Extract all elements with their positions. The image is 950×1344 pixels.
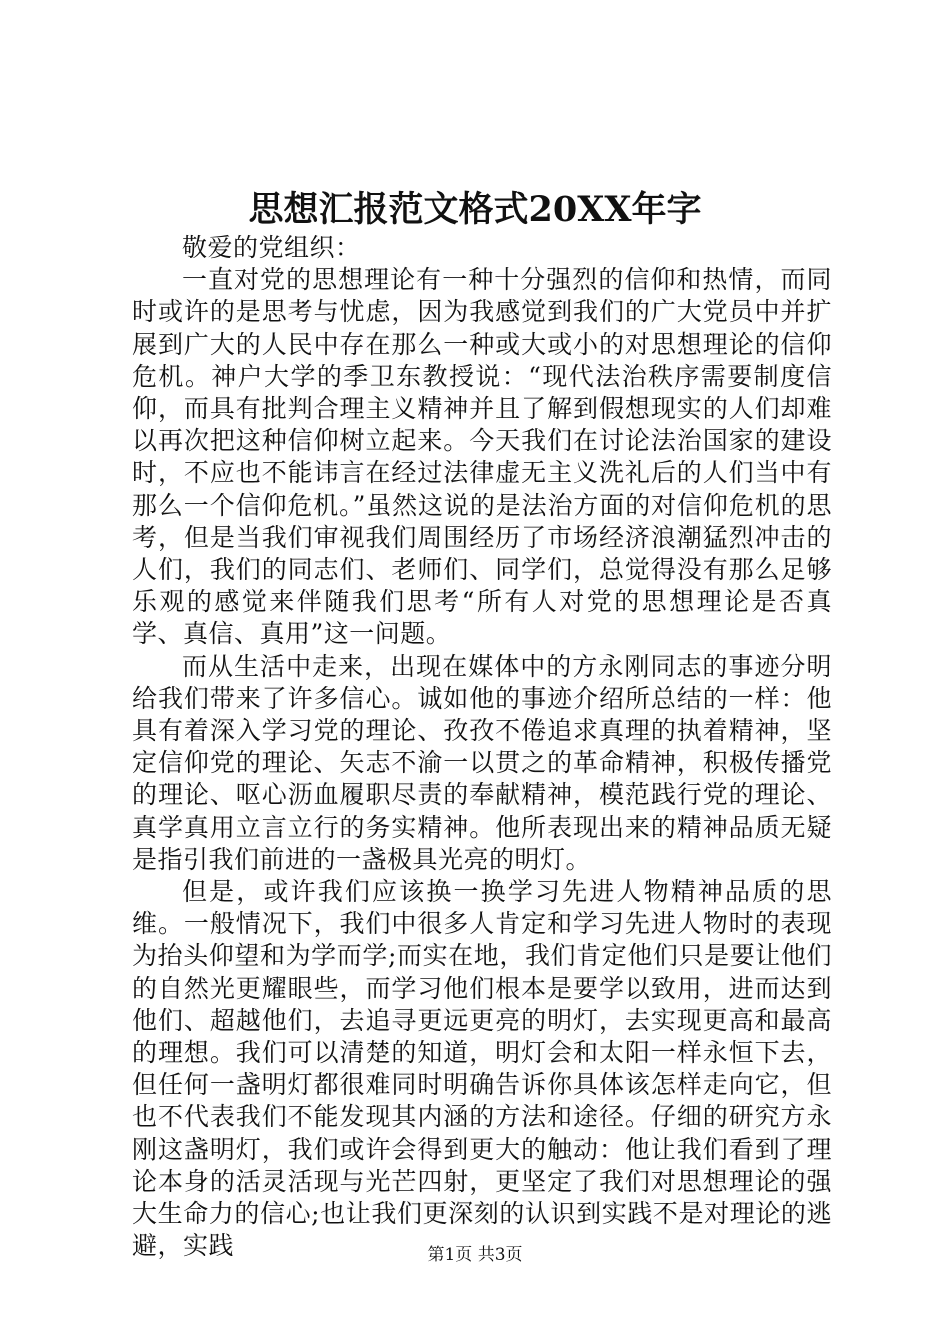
- page-footer: 第1页 共3页: [427, 1245, 523, 1265]
- paragraph-3: 但是，或许我们应该换一换学习先进人物精神品质的思维。一般情况下，我们中很多人肯定和学习先进人物时的表现为抬头仰望和为学而学;而实在地，我们肯定他们只是要让他们的自然光更耀眼些，而学习他们根本是要学以致用，进而达到他们、超越他们，去追寻更远更亮的明灯，去实现更高和最高的理想。我们可以清楚的知道，明灯会和太阳一样永恒下去，但任何一盏明灯都很难同时明确告诉你具体该怎样走向它，但也不代表我们不能发现其内涵的方法和途径。仔细的研究方永刚这盏明灯，我们或许会得到更大的触动：他让我们看到了理论本身的活灵活现与光芒四射，更坚定了我们对思想理论的强大生命力的信心;也让我们更深刻的认识到实践不是对理论的逃避，实践: [132, 877, 832, 1261]
- paragraph-1: 一直对党的思想理论有一种十分强烈的信仰和热情，而同时或许的是思考与忧虑，因为我感觉到我们的广大党员中并扩展到广大的人民中存在那么一种或大或小的对思想理论的信仰危机。神户大学的季卫东教授说：“现代法治秩序需要制度信仰，而具有批判合理主义精神并且了解到假想现实的人们却难以再次把这种信仰树立起来。今天我们在讨论法治国家的建设时，不应也不能讳言在经过法律虚无主义洗礼后的人们当中有那么一个信仰危机。”虽然这说的是法治方面的对信仰危机的思考，但是当我们审视我们周围经历了市场经济浪潮猛烈冲击的人们，我们的同志们、老师们、同学们，总觉得没有那么足够乐观的感觉来伴随我们思考“所有人对党的思想理论是否真学、真信、真用”这一问题。: [132, 265, 832, 649]
- salutation: 敬爱的党组织：: [182, 233, 361, 262]
- paragraph-2: 而从生活中走来，出现在媒体中的方永刚同志的事迹分明给我们带来了许多信心。诚如他的事迹介绍所总结的一样：他具有着深入学习党的理论、孜孜不倦追求真理的执着精神，坚定信仰党的理论、矢志不渝一以贯之的革命精神，积极传播党的理论、呕心沥血履职尽责的奉献精神，模范践行党的理论、真学真用立言立行的务实精神。他所表现出来的精神品质无疑是指引我们前进的一盏极具光亮的明灯。: [132, 651, 832, 874]
- document-title: 思想汇报范文格式20XX年字: [248, 189, 702, 230]
- document-body: [132, 232, 832, 1263]
